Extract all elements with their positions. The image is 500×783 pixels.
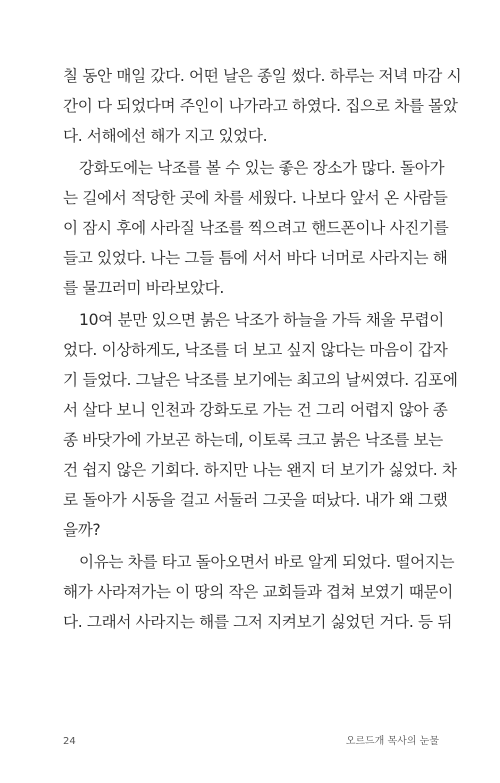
text-line: 건 쉽지 않은 기회다. 하지만 나는 왠지 더 보기가 싫었다. 차 xyxy=(63,461,457,479)
text-line: 로 돌아가 시동을 걸고 서둘러 그곳을 떠났다. 내가 왜 그랬 xyxy=(63,491,448,509)
text-line: 종 바닷가에 가보곤 하는데, 이토록 크고 붉은 낙조를 보는 xyxy=(63,431,443,449)
text-line: 이 잠시 후에 사라질 낙조를 찍으려고 핸드폰이나 사진기를 xyxy=(63,219,449,237)
text-line: 이유는 차를 타고 돌아오면서 바로 알게 되었다. 떨어지는 xyxy=(79,553,455,571)
text-line: 를 물끄러미 바라보았다. xyxy=(63,279,224,297)
page-footer xyxy=(63,734,439,750)
text-line: 칠 동안 매일 갔다. 어떤 날은 종일 썼다. 하루는 저녁 마감 시 xyxy=(63,67,462,85)
paragraph-3 xyxy=(63,305,458,545)
text-line: 었다. 이상하게도, 낙조를 더 보고 싶지 않다는 마음이 갑자 xyxy=(63,341,448,359)
text-line: 10여 분만 있으면 붉은 낙조가 하늘을 가득 채울 무렵이 xyxy=(79,311,444,329)
text-line: 강화도에는 낙조를 볼 수 있는 좋은 장소가 많다. 돌아가 xyxy=(79,159,445,177)
text-line: 간이 다 되었다며 주인이 나가라고 하였다. 집으로 차를 몰았 xyxy=(63,97,458,115)
text-line: 해가 사라져가는 이 땅의 작은 교회들과 겹쳐 보였기 때문이 xyxy=(63,583,453,601)
text-line: 다. 서해에선 해가 지고 있었다. xyxy=(63,127,268,145)
text-line: 서 살다 보니 인천과 강화도로 가는 건 그리 어렵지 않아 종 xyxy=(63,401,448,419)
paragraph-1 xyxy=(63,61,462,151)
text-line: 다. 그래서 사라지는 해를 그저 지켜보기 싫었던 거다. 등 뒤 xyxy=(63,613,453,631)
text-line: 을까? xyxy=(63,521,101,539)
running-title: 오르드개 목사의 눈물 xyxy=(345,736,439,747)
text-line: 기 들었다. 그날은 낙조를 보기에는 최고의 날씨였다. 김포에 xyxy=(63,371,458,389)
body-text xyxy=(63,61,462,637)
text-line: 는 길에서 적당한 곳에 차를 세웠다. 나보다 앞서 온 사람들 xyxy=(63,189,448,207)
paragraph-2 xyxy=(63,153,449,303)
page-number: 24 xyxy=(63,736,76,747)
text-line: 들고 있었다. 나는 그들 틈에 서서 바다 너머로 사라지는 해 xyxy=(63,249,448,267)
paragraph-4 xyxy=(63,547,455,637)
